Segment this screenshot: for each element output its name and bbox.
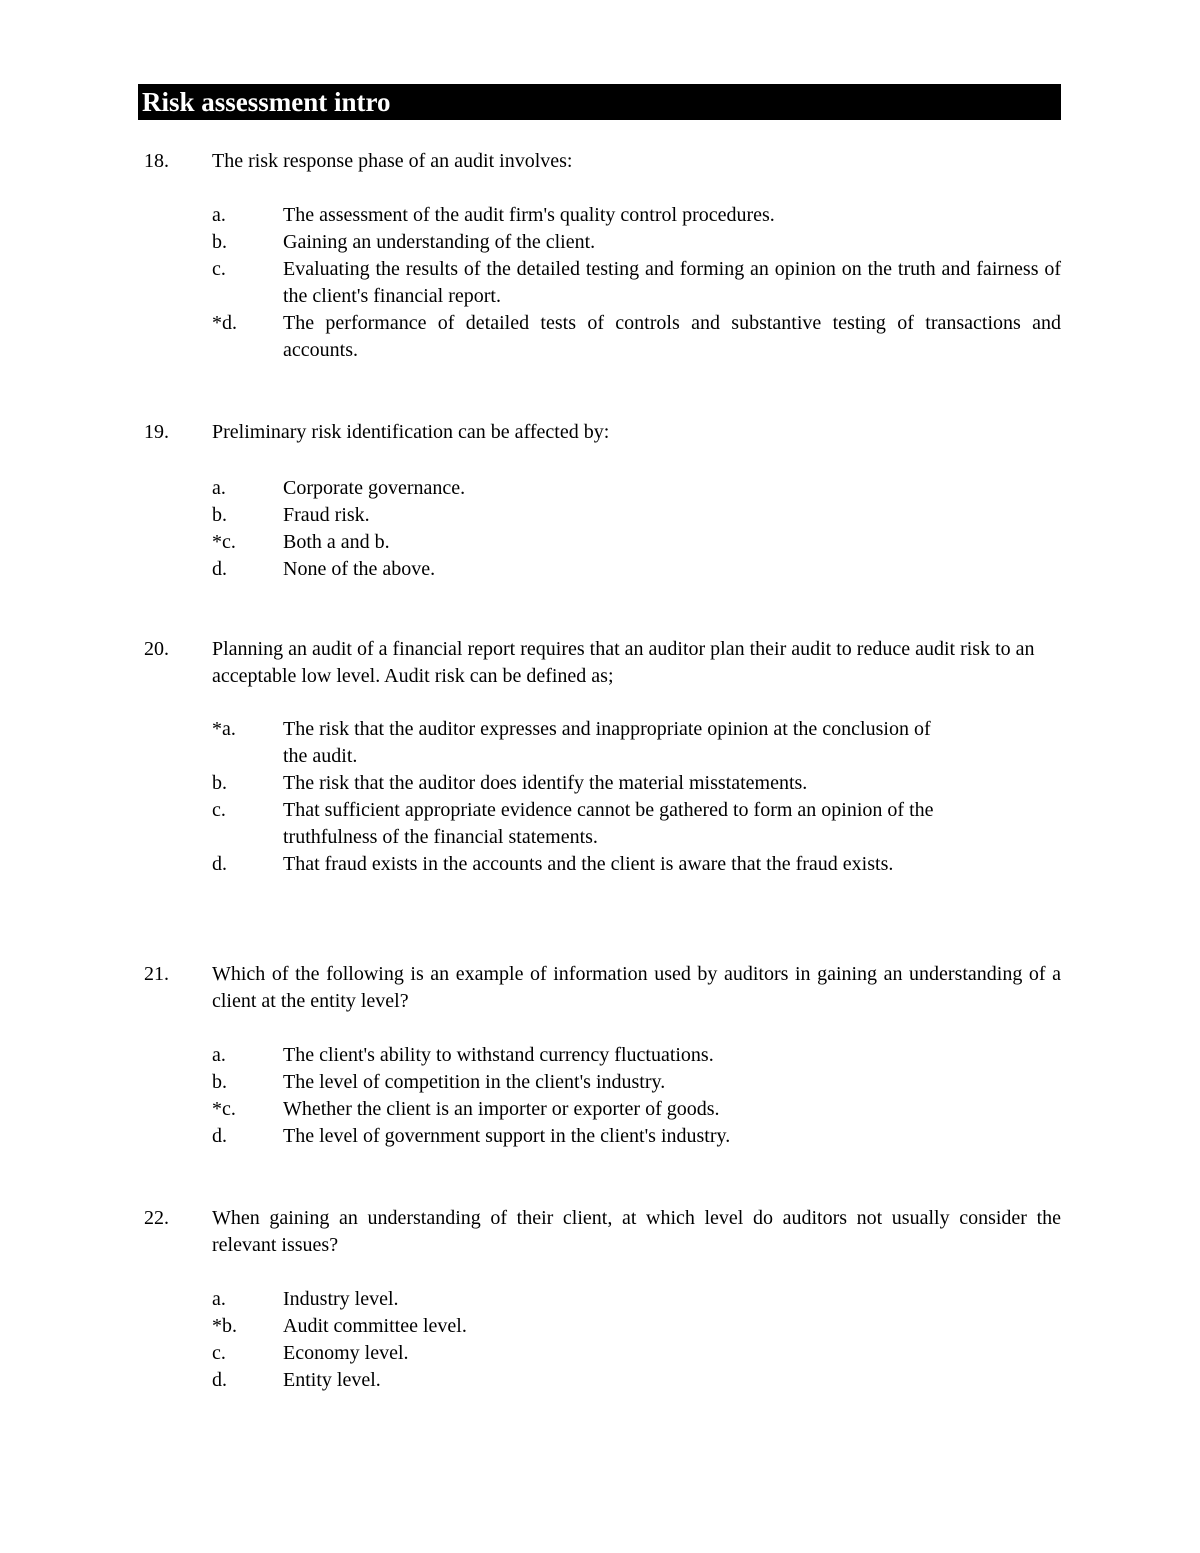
option-text: The performance of detailed tests of controls and substantive testing of transactions and accounts.: [283, 312, 1061, 361]
option-text: Fraud risk.: [283, 504, 370, 526]
answer-option: [212, 770, 1061, 797]
answer-options: [212, 716, 1061, 878]
option-text: Whether the client is an importer or exporter of goods.: [283, 1098, 720, 1120]
option-text: Industry level.: [283, 1288, 399, 1310]
option-text: The level of competition in the client's industry.: [283, 1071, 666, 1093]
answer-options: [212, 1286, 1061, 1394]
answer-options: [212, 1042, 1061, 1150]
answer-option: [212, 202, 1061, 229]
option-letter: c.: [212, 258, 226, 280]
answer-option-correct: [212, 529, 1061, 556]
option-text: Gaining an understanding of the client.: [283, 231, 596, 253]
answer-option-correct: [212, 716, 1061, 770]
answer-option: [212, 475, 1061, 502]
option-letter: *c.: [212, 531, 236, 553]
answer-option: [212, 851, 1061, 878]
option-text: The client's ability to withstand currency fluctuations.: [283, 1044, 714, 1066]
option-letter: b.: [212, 504, 227, 526]
option-letter: d.: [212, 1125, 227, 1147]
answer-option: [212, 1042, 1061, 1069]
answer-option: [212, 502, 1061, 529]
option-text: That sufficient appropriate evidence cannot be gathered to form an opinion of the truthfulness of the financial statements.: [283, 799, 934, 848]
option-text: The assessment of the audit firm's quality control procedures.: [283, 204, 775, 226]
option-text: Both a and b.: [283, 531, 390, 553]
option-letter: *c.: [212, 1098, 236, 1120]
option-letter: b.: [212, 772, 227, 794]
option-letter: c.: [212, 1342, 226, 1364]
question-stem: Planning an audit of a financial report requires that an auditor plan their audit to reduce audit risk to an acceptable low level. Audit risk can be defined as;: [212, 638, 1035, 687]
option-letter: a.: [212, 477, 226, 499]
answer-option: [212, 1123, 1061, 1150]
answer-option: [212, 556, 1061, 583]
option-text: Economy level.: [283, 1342, 409, 1364]
question-stem: The risk response phase of an audit involves:: [212, 150, 573, 172]
option-letter: d.: [212, 558, 227, 580]
option-text: Evaluating the results of the detailed testing and forming an opinion on the truth and fairness of the client's financial report.: [283, 258, 1061, 307]
option-text: None of the above.: [283, 558, 436, 580]
question-number: 18.: [144, 150, 169, 172]
answer-option: [212, 256, 1061, 310]
question-stem: When gaining an understanding of their client, at which level do auditors not usually consider the relevant issues?: [212, 1207, 1061, 1256]
answer-option-correct: [212, 1313, 1061, 1340]
question-number: 19.: [144, 421, 169, 443]
answer-option: [212, 1367, 1061, 1394]
option-letter: c.: [212, 799, 226, 821]
answer-option: [212, 1069, 1061, 1096]
question-stem: Preliminary risk identification can be affected by:: [212, 421, 610, 443]
answer-options: [212, 202, 1061, 364]
option-letter: a.: [212, 1044, 226, 1066]
answer-option: [212, 797, 1061, 851]
option-letter: b.: [212, 231, 227, 253]
answer-option: [212, 1286, 1061, 1313]
option-text: The risk that the auditor expresses and inappropriate opinion at the conclusion of the audit.: [283, 718, 931, 767]
question-stem: Which of the following is an example of information used by auditors in gaining an understanding of a client at the entity level?: [212, 963, 1061, 1012]
option-letter: b.: [212, 1071, 227, 1093]
option-letter: *a.: [212, 718, 236, 740]
option-letter: d.: [212, 1369, 227, 1391]
answer-option-correct: [212, 310, 1061, 364]
option-letter: *d.: [212, 312, 237, 334]
answer-option-correct: [212, 1096, 1061, 1123]
option-letter: a.: [212, 204, 226, 226]
question-number: 21.: [144, 963, 169, 985]
option-letter: d.: [212, 853, 227, 875]
option-text: Corporate governance.: [283, 477, 466, 499]
option-text: Audit committee level.: [283, 1315, 467, 1337]
option-text: Entity level.: [283, 1369, 381, 1391]
option-letter: *b.: [212, 1315, 237, 1337]
section-header: [138, 84, 1061, 120]
question-number: 22.: [144, 1207, 169, 1229]
option-letter: a.: [212, 1288, 226, 1310]
answer-option: [212, 229, 1061, 256]
option-text: The risk that the auditor does identify the material misstatements.: [283, 772, 808, 794]
option-text: The level of government support in the client's industry.: [283, 1125, 731, 1147]
option-text: That fraud exists in the accounts and the client is aware that the fraud exists.: [283, 853, 894, 875]
answer-option: [212, 1340, 1061, 1367]
section-title: Risk assessment intro: [142, 87, 391, 117]
answer-options: [212, 475, 1061, 583]
question-number: 20.: [144, 638, 169, 660]
